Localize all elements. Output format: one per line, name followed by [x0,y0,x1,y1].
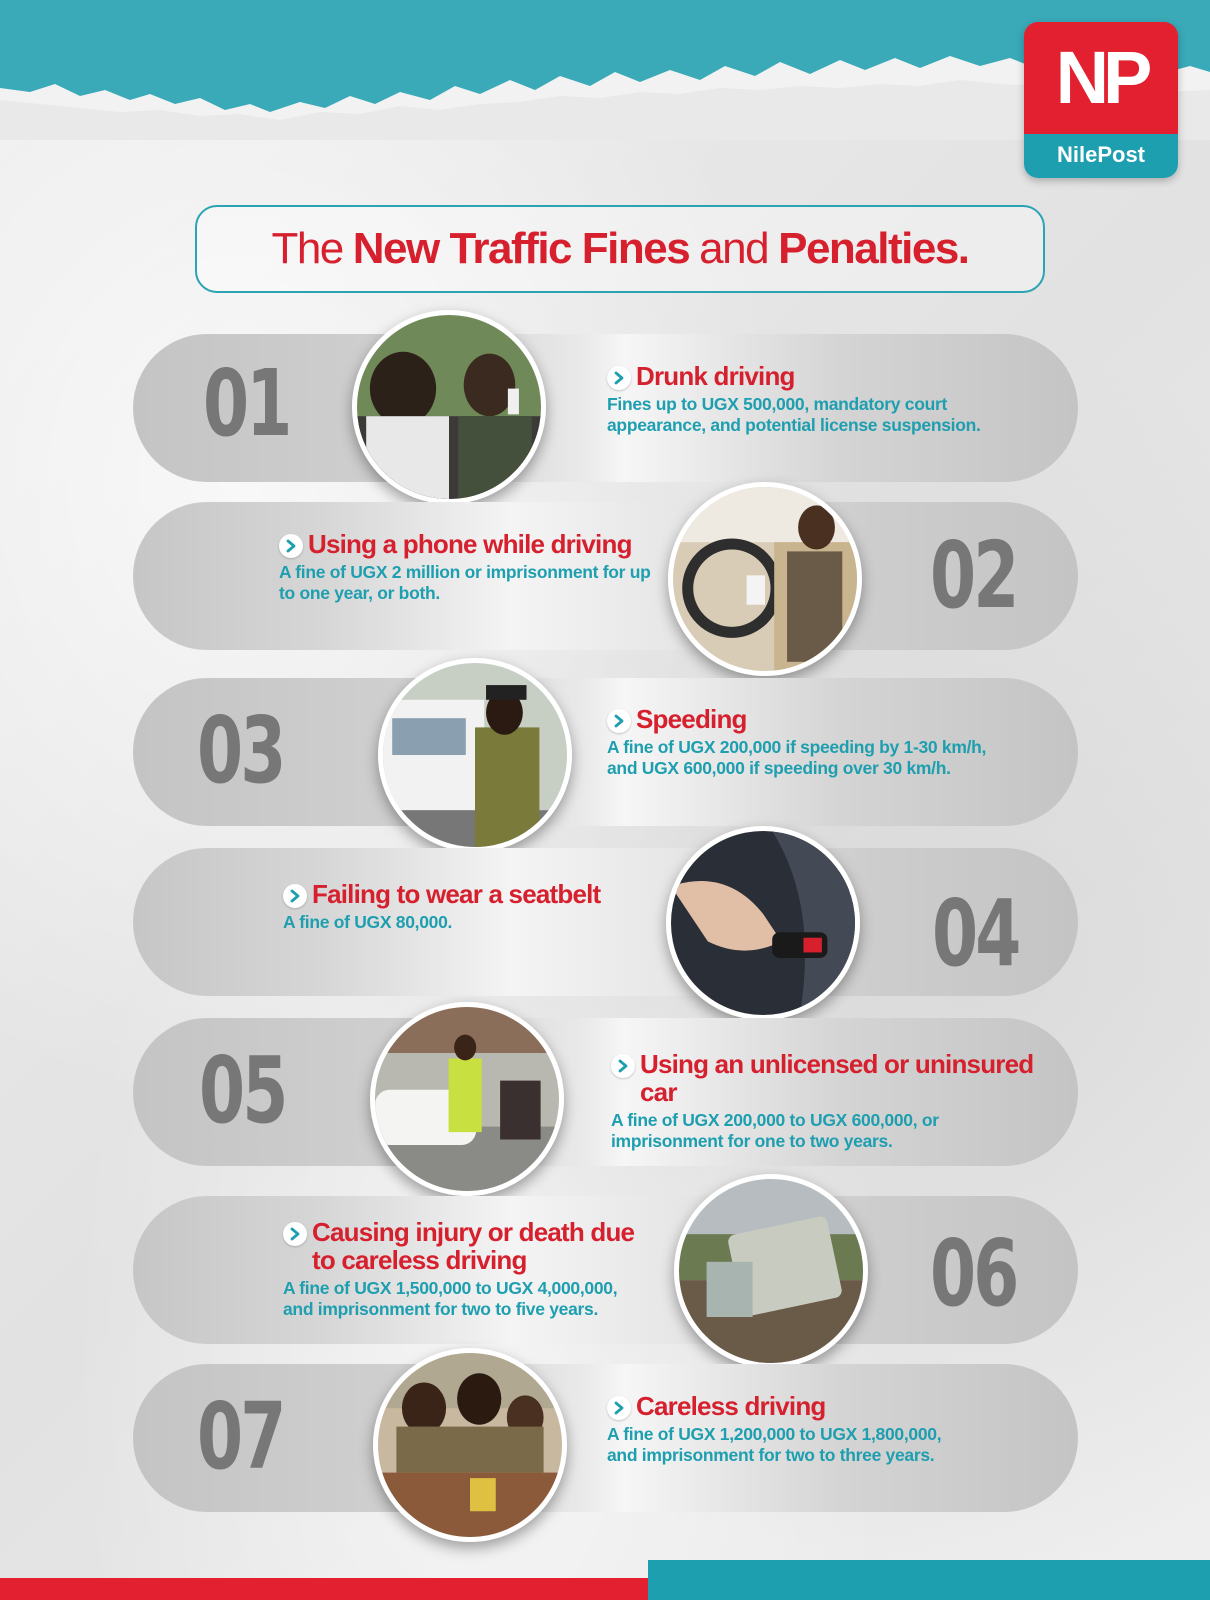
penalty-number: 06 [930,1220,1017,1327]
penalty-description: A fine of UGX 1,200,000 to UGX 1,800,000, and imprisonment for two to three years. [607,1424,942,1465]
driver-using-phone-photo [668,482,862,676]
penalty-item [611,1050,1071,1152]
breathalyzer-test-photo [352,310,546,504]
chevron-right-icon [283,884,307,908]
logo-name: NilePost [1024,134,1178,178]
title-part-1: The [271,224,343,273]
penalty-title: Failing to wear a seatbelt [312,879,601,909]
penalty-title: Using an unlicensed or uninsured car [640,1049,1034,1107]
penalty-number: 04 [932,880,1019,987]
chevron-right-icon [283,1222,307,1246]
penalty-item [607,1392,987,1466]
logo-letters: NP [1024,22,1178,134]
penalty-title: Drunk driving [636,361,795,391]
penalty-item [607,362,987,436]
title-part-2: New Traffic Fines [352,224,690,273]
penalty-item [279,530,659,604]
penalty-title: Using a phone while driving [308,529,632,559]
penalty-number: 01 [203,350,290,457]
title-part-4: Penalties. [778,224,969,273]
chevron-right-icon [607,709,631,733]
chevron-right-icon [611,1054,635,1078]
penalty-title: Careless driving [636,1391,826,1421]
penalty-description: A fine of UGX 80,000. [283,912,453,932]
penalty-description: A fine of UGX 1,500,000 to UGX 4,000,000, and imprisonment for two to five years. [283,1278,618,1319]
penalty-description: A fine of UGX 2 million or imprisonment for up to one year, or both. [279,562,651,603]
overturned-truck-photo [674,1174,868,1368]
penalty-number: 07 [197,1383,284,1490]
footer-teal-bar [648,1560,1210,1600]
traffic-stop-photo [370,1002,564,1196]
footer-red-bar [0,1578,648,1600]
penalty-item [607,705,987,779]
penalty-number: 05 [199,1037,286,1144]
penalty-number: 02 [930,522,1017,629]
seatbelt-buckle-photo [666,826,860,1020]
chevron-right-icon [607,366,631,390]
chevron-right-icon [607,1396,631,1420]
chevron-right-icon [279,534,303,558]
penalty-title: Causing injury or death due to careless driving [312,1217,635,1275]
penalty-item [283,880,663,933]
page-title [195,205,1045,293]
penalty-number: 03 [197,697,284,804]
penalty-description: A fine of UGX 200,000 if speeding by 1-30 km/h, and UGX 600,000 if speeding over 30 km/h. [607,737,987,778]
penalty-title: Speeding [636,704,747,734]
title-part-3: and [699,224,769,273]
overloaded-vehicle-photo [373,1348,567,1542]
penalty-description: A fine of UGX 200,000 to UGX 600,000, or imprisonment for one to two years. [611,1110,939,1151]
traffic-officer-photo [378,658,572,852]
nilepost-logo[interactable] [1024,22,1178,178]
penalty-item [283,1218,653,1320]
penalty-description: Fines up to UGX 500,000, mandatory court appearance, and potential license suspension. [607,394,981,435]
